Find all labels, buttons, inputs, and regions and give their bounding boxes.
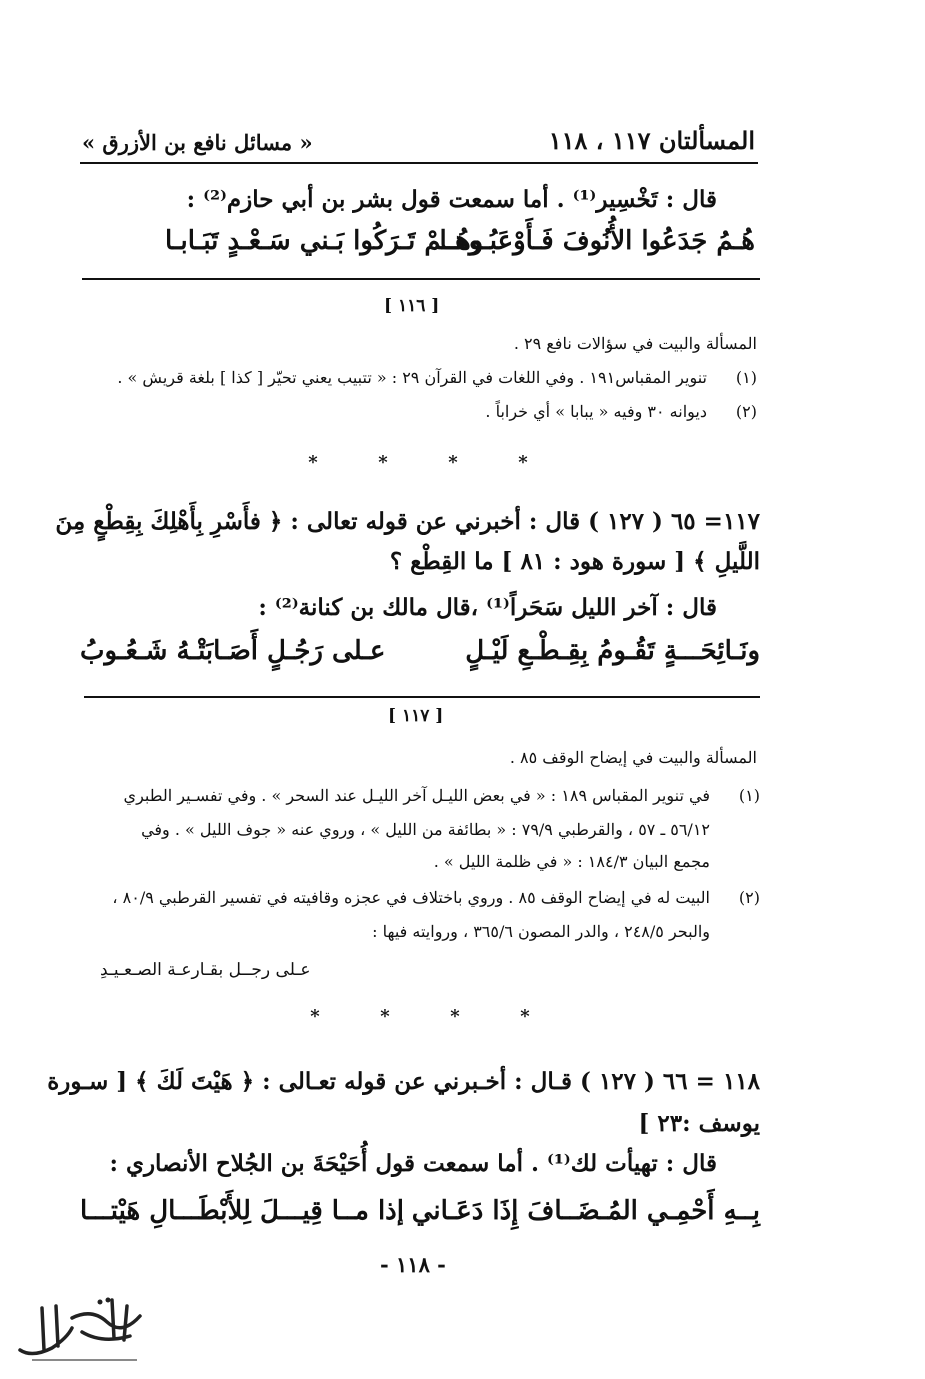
- q116-answer: قال : تَخْسِير⁽¹⁾ . أما سمعت قول بشر بن أبي حازم⁽²⁾ :: [186, 186, 717, 213]
- footnote-text-line: مجمع البيان ١٨٤/٣ : « في ظلمة الليل » .: [433, 852, 710, 871]
- footnote-number: (١): [735, 368, 757, 387]
- footnote-source: المسألة والبيت في إيضاح الوقف ٨٥ .: [509, 748, 757, 767]
- q118-answer: قال : تهيأت لك⁽¹⁾ . أما سمعت قول أُحَيْحَةَ بن الجُلاح الأنصاري :: [109, 1150, 717, 1177]
- q118-question: ١١٨ = ٦٦ ( ١٢٧ ) قـال : أخـبرني عن قوله تعـالى : ﴿ هَيْتَ لَكَ ﴾ [ سـورة: [47, 1068, 760, 1095]
- footnote-item: [80, 888, 760, 948]
- q118-question-cont: يوسف :٢٣ ]: [638, 1110, 760, 1137]
- separator-star: *: [380, 1006, 390, 1027]
- header-rule: [80, 162, 758, 164]
- verse-second-hemistich: وهُــمْ تَـرَكُوا بَـني سَـعْـدٍ تَبَـابـا: [165, 226, 484, 256]
- footnote-text-line: في تنوير المقباس ١٨٩ : « في بعض الليـل آخر الليـل عند السحر » . وفي تفسـير الطبري: [123, 786, 710, 805]
- verse-second-hemistich: إذا مــا قِيـــلَ لِلأَبْطَـــالِ هَيْتـــا: [80, 1196, 404, 1226]
- verse-second-hemistich: عـلى رَجُـلٍ أَصَـابَتْـهُ شَـعُـوبُ: [80, 636, 386, 666]
- separator-star: *: [308, 452, 318, 473]
- q117-answer: قال : آخر الليل سَحَراً⁽¹⁾ ،قال مالك بن كنانة⁽²⁾ :: [258, 594, 717, 621]
- footnote-source: المسألة والبيت في سؤالات نافع ٢٩ .: [513, 334, 757, 353]
- section-separator: [278, 452, 558, 473]
- footnote-rule: [84, 696, 760, 698]
- q116-verse: [165, 226, 755, 266]
- separator-star: *: [378, 452, 388, 473]
- variant-verse: عـلى رجــل بقـارعـة الصـعـيـدِ: [100, 960, 311, 980]
- footnote-item: [80, 786, 760, 876]
- library-seal-icon: [12, 1288, 152, 1368]
- separator-star: *: [518, 452, 528, 473]
- q118-verse: [80, 1196, 760, 1236]
- q117-verse: [80, 636, 760, 676]
- separator-star: *: [310, 1006, 320, 1027]
- book-title: « مسائل نافع بن الأزرق »: [82, 130, 313, 155]
- footnote-ref-number: [ ١١٧ ]: [388, 706, 444, 726]
- footnote-text-line: ٥٦/١٢ ـ ٥٧ ، والقرطبي ٧٩/٩ : « بطائفة من الليل » ، وروي عنه « جوف الليل » . وفي: [141, 820, 710, 839]
- footnote-text-line: البيت له في إيضاح الوقف ٨٥ . وروي باختلاف في عجزه وقافيته في تفسير القرطبي ٨٠/٩ ،: [112, 888, 710, 907]
- q117-question-cont: اللَّيلِ ﴾ [ سورة هود : ٨١ ] ما القِطْع ؟: [389, 548, 760, 575]
- verse-first-hemistich: هُـمُ جَدَعُوا الأُنُوفَ فَـأَوْعَبُـوهـا: [439, 226, 755, 256]
- footnote-item: [77, 368, 757, 392]
- footnote-number: (١): [738, 786, 760, 805]
- footnote-ref-number: [ ١١٦ ]: [384, 296, 440, 316]
- footnote-number: (٢): [735, 402, 757, 421]
- footnote-text: ديوانه ٣٠ وفيه « يبابا » أي خراباً .: [485, 402, 707, 421]
- q117-question: ١١٧= ٦٥ ( ١٢٧ ) قال : أخبرني عن قوله تعالى : ﴿ فأَسْرِ بِأَهْلِكَ بِقِطْعٍ مِنَ: [55, 508, 760, 535]
- verse-first-hemistich: ونَـائِحَـــةٍ تَقُـومُ بِقِـطْـعِ لَيْـلٍ: [465, 636, 760, 666]
- separator-star: *: [450, 1006, 460, 1027]
- footnote-item: [77, 402, 757, 426]
- separator-star: *: [448, 452, 458, 473]
- footnote-text: تنوير المقباس١٩١ . وفي اللغات في القرآن ٢٩ : « تتبيب يعني تحيّر [ كذا ] بلغة قريش » .: [117, 368, 707, 387]
- section-separator: [280, 1006, 560, 1027]
- footnote-number: (٢): [738, 888, 760, 907]
- separator-star: *: [520, 1006, 530, 1027]
- page-number: - ١١٨ -: [380, 1252, 446, 1277]
- verse-first-hemistich: بِــهِ أَحْمِـي المُـضَــافَ إِذَا دَعَـاني: [411, 1196, 760, 1226]
- footnote-text-line: والبحر ٢٤٨/٥ ، والدر المصون ٣٦٥/٦ ، وروايته فيها :: [372, 922, 710, 941]
- page-header-title: المسألتان ١١٧ ، ١١٨: [548, 126, 755, 155]
- footnote-rule: [82, 278, 760, 280]
